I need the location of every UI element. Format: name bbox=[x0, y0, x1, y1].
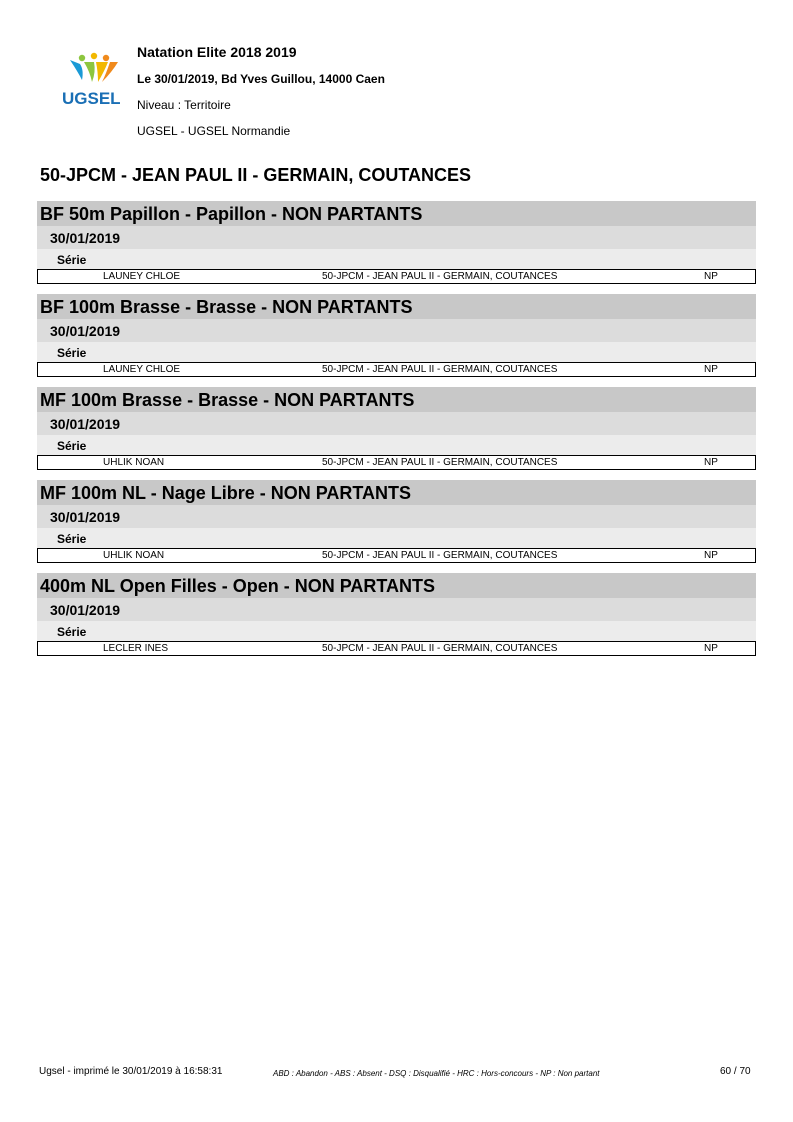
swimmer-status: NP bbox=[704, 364, 718, 375]
table-row bbox=[37, 548, 756, 563]
event-title: BF 50m Papillon - Papillon - NON PARTANTS bbox=[37, 201, 756, 226]
swimmer-club: 50-JPCM - JEAN PAUL II - GERMAIN, COUTANCES bbox=[322, 457, 558, 468]
event-section bbox=[37, 480, 756, 563]
serie-label: Série bbox=[37, 249, 756, 269]
organization: UGSEL - UGSEL Normandie bbox=[137, 124, 291, 138]
svg-text:UGSEL: UGSEL bbox=[62, 89, 121, 108]
swimmer-name: UHLIK NOAN bbox=[103, 457, 165, 468]
event-section bbox=[37, 201, 756, 284]
swimmer-club: 50-JPCM - JEAN PAUL II - GERMAIN, COUTANCES bbox=[322, 364, 558, 375]
serie-label: Série bbox=[37, 528, 756, 548]
page-number: 60 / 70 bbox=[720, 1066, 751, 1077]
swimmer-name: LECLER INES bbox=[103, 643, 169, 654]
event-title: 400m NL Open Filles - Open - NON PARTANTS bbox=[37, 573, 756, 598]
event-date: 30/01/2019 bbox=[37, 319, 756, 342]
swimmer-status: NP bbox=[704, 643, 718, 654]
event-date: 30/01/2019 bbox=[37, 412, 756, 435]
club-title: 50-JPCM - JEAN PAUL II - GERMAIN, COUTANCES bbox=[40, 165, 472, 185]
serie-label: Série bbox=[37, 435, 756, 455]
event-title: MF 100m NL - Nage Libre - NON PARTANTS bbox=[37, 480, 756, 505]
swimmer-name: LAUNEY CHLOE bbox=[103, 271, 181, 282]
swimmer-status: NP bbox=[704, 457, 718, 468]
table-row bbox=[37, 362, 756, 377]
serie-label: Série bbox=[37, 621, 756, 641]
table-row bbox=[37, 269, 756, 284]
swimmer-club: 50-JPCM - JEAN PAUL II - GERMAIN, COUTANCES bbox=[322, 643, 558, 654]
level: Niveau : Territoire bbox=[137, 98, 231, 112]
table-row bbox=[37, 455, 756, 470]
swimmer-name: UHLIK NOAN bbox=[103, 550, 165, 561]
events-list bbox=[37, 201, 756, 666]
swimmer-club: 50-JPCM - JEAN PAUL II - GERMAIN, COUTANCES bbox=[322, 550, 558, 561]
event-title: MF 100m Brasse - Brasse - NON PARTANTS bbox=[37, 387, 756, 412]
footer-legend: ABD : Abandon - ABS : Absent - DSQ : Disqualifié - HRC : Hors-concours - NP : Non partant bbox=[273, 1069, 600, 1078]
swimmer-club: 50-JPCM - JEAN PAUL II - GERMAIN, COUTANCES bbox=[322, 271, 558, 282]
date-location: Le 30/01/2019, Bd Yves Guillou, 14000 Caen bbox=[137, 72, 385, 86]
event-section bbox=[37, 387, 756, 470]
serie-label: Série bbox=[37, 342, 756, 362]
swimmer-status: NP bbox=[704, 271, 718, 282]
event-date: 30/01/2019 bbox=[37, 598, 756, 621]
swimmer-status: NP bbox=[704, 550, 718, 561]
event-date: 30/01/2019 bbox=[37, 226, 756, 249]
swimmer-name: LAUNEY CHLOE bbox=[103, 364, 181, 375]
ugsel-logo bbox=[60, 50, 130, 110]
event-section bbox=[37, 573, 756, 656]
footer-printed: Ugsel - imprimé le 30/01/2019 à 16:58:31 bbox=[39, 1066, 223, 1077]
event-date: 30/01/2019 bbox=[37, 505, 756, 528]
document-title: Natation Elite 2018 2019 bbox=[137, 44, 297, 60]
event-section bbox=[37, 294, 756, 377]
event-title: BF 100m Brasse - Brasse - NON PARTANTS bbox=[37, 294, 756, 319]
table-row bbox=[37, 641, 756, 656]
